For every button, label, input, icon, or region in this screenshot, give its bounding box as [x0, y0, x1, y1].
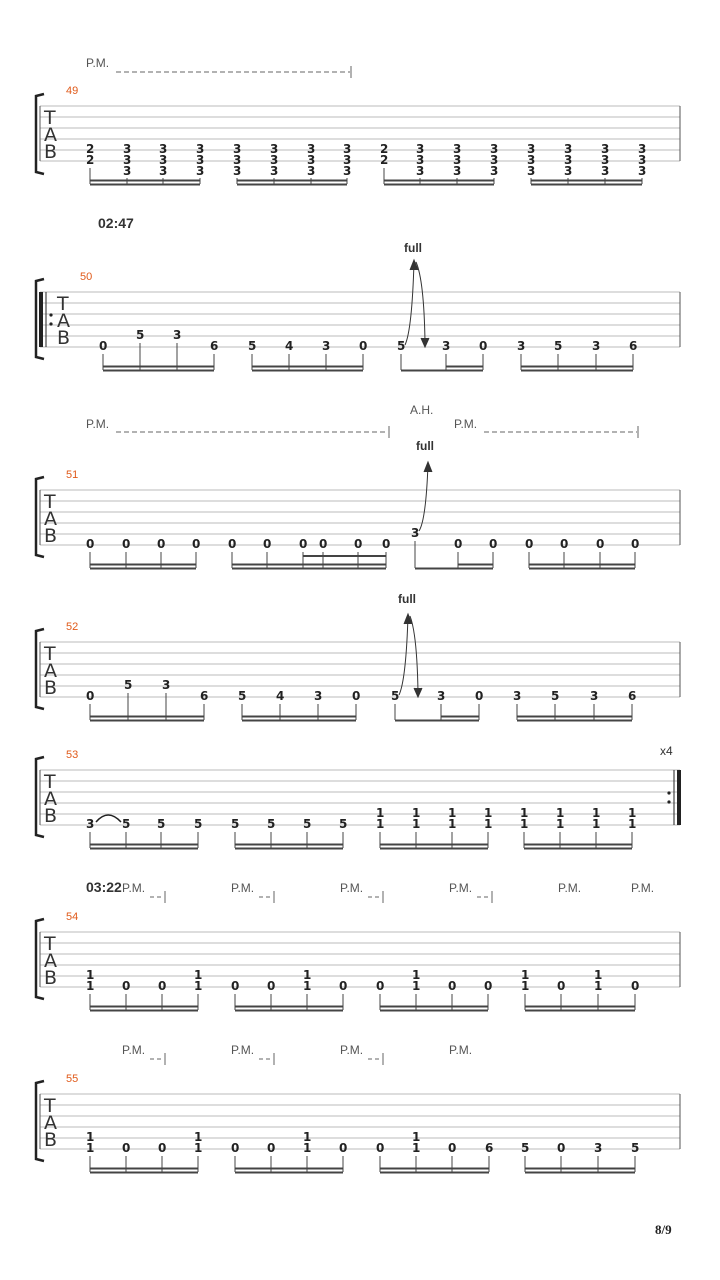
fret-number: 3 — [601, 153, 610, 167]
svg-text:0: 0 — [267, 979, 276, 993]
fret-number: 3 — [453, 153, 462, 167]
svg-text:3: 3 — [594, 1141, 603, 1155]
svg-text:0: 0 — [158, 1141, 167, 1155]
svg-text:0: 0 — [231, 1141, 240, 1155]
fret-number: 3 — [322, 339, 331, 353]
fret-number: 3 — [343, 142, 352, 156]
fret-number: 3 — [638, 164, 647, 178]
svg-text:0: 0 — [448, 979, 457, 993]
bend-label: full — [416, 439, 434, 453]
fret-number: 6 — [200, 689, 209, 703]
svg-text:1: 1 — [412, 968, 421, 982]
fret-number: 2 — [380, 142, 389, 156]
svg-text:0: 0 — [158, 979, 167, 993]
tab-clef-b: B — [44, 805, 58, 827]
fret-number: 3 — [162, 678, 171, 692]
fret-number: 1 — [448, 817, 457, 831]
fret-number: 0 — [228, 537, 237, 551]
fret-number: 3 — [270, 164, 279, 178]
fret-number: 1 — [592, 806, 601, 820]
fret-number: 3 — [343, 164, 352, 178]
svg-text:1: 1 — [412, 1141, 421, 1155]
fret-number: 1 — [628, 806, 637, 820]
svg-text:0: 0 — [448, 1141, 457, 1155]
tab-clef-b: B — [44, 677, 58, 699]
fret-number: 5 — [136, 328, 145, 342]
fret-number: 2 — [86, 153, 95, 167]
fret-number: 1 — [484, 806, 493, 820]
fret-number: 3 — [159, 164, 168, 178]
svg-text:0: 0 — [231, 979, 240, 993]
tab-clef-b: B — [44, 525, 58, 547]
fret-number: 3 — [411, 526, 420, 540]
svg-text:0: 0 — [122, 1141, 131, 1155]
fret-number: 3 — [601, 142, 610, 156]
tab-clef-t: T — [57, 293, 69, 315]
palm-mute-markers — [122, 881, 654, 903]
bend-label: full — [398, 592, 416, 606]
svg-text:1: 1 — [194, 979, 203, 993]
fret-number: 3 — [233, 142, 242, 156]
staff-lines — [40, 1094, 680, 1149]
fret-number: 1 — [520, 817, 529, 831]
fret-number: 0 — [631, 537, 640, 551]
time-marker: 03:22 — [86, 879, 122, 895]
fret-number: 0 — [263, 537, 272, 551]
measure-number: 54 — [66, 911, 79, 923]
fret-number: 0 — [319, 537, 328, 551]
fret-number: 4 — [285, 339, 294, 353]
svg-text:0: 0 — [376, 1141, 385, 1155]
fret-number: 5 — [391, 689, 400, 703]
fret-number: 5 — [238, 689, 247, 703]
svg-text:0: 0 — [339, 979, 348, 993]
fret-number: 3 — [601, 164, 610, 178]
notes-50 — [99, 328, 637, 353]
palm-mute-label: P.M. — [86, 417, 110, 431]
fret-number: 5 — [267, 817, 276, 831]
svg-text:P.M.: P.M. — [631, 881, 655, 895]
fret-number: 5 — [231, 817, 240, 831]
fret-number: 0 — [352, 689, 361, 703]
tab-clef-a: A — [44, 660, 57, 682]
fret-number: 3 — [196, 164, 205, 178]
fret-number: 3 — [416, 153, 425, 167]
beams-53 — [90, 832, 632, 849]
svg-text:1: 1 — [86, 968, 95, 982]
measure-number: 52 — [66, 621, 79, 633]
tab-clef-t: T — [44, 643, 56, 665]
svg-text:P.M.: P.M. — [122, 881, 146, 895]
fret-number: 3 — [517, 339, 526, 353]
fret-number: 1 — [376, 817, 385, 831]
svg-text:P.M.: P.M. — [231, 1043, 255, 1057]
fret-number: 5 — [122, 817, 131, 831]
measure-number: 53 — [66, 749, 79, 761]
fret-number: 3 — [416, 164, 425, 178]
fret-number: 5 — [554, 339, 563, 353]
fret-number: 3 — [527, 153, 536, 167]
fret-number: 3 — [123, 164, 132, 178]
fret-number: 3 — [196, 153, 205, 167]
time-marker: 02:47 — [98, 215, 134, 231]
measure-number: 51 — [66, 469, 79, 481]
svg-text:1: 1 — [194, 1130, 203, 1144]
tab-clef-a: A — [44, 788, 57, 810]
system-53 — [36, 744, 681, 849]
fret-number: 1 — [592, 817, 601, 831]
fret-number: 0 — [99, 339, 108, 353]
fret-number: 1 — [556, 817, 565, 831]
fret-number: 3 — [270, 153, 279, 167]
tab-clef-t: T — [44, 107, 56, 129]
tab-clef-a: A — [44, 124, 57, 146]
fret-number: 3 — [173, 328, 182, 342]
bend-label: full — [404, 241, 422, 255]
svg-text:5: 5 — [521, 1141, 530, 1155]
fret-number: 3 — [233, 153, 242, 167]
fret-number: 3 — [453, 164, 462, 178]
fret-number: 1 — [412, 817, 421, 831]
system-55 — [36, 1043, 680, 1173]
fret-number: 3 — [490, 142, 499, 156]
system-54 — [36, 879, 680, 1011]
fret-number: 3 — [564, 164, 573, 178]
fret-number: 3 — [527, 164, 536, 178]
fret-number: 3 — [343, 153, 352, 167]
svg-text:0: 0 — [557, 1141, 566, 1155]
fret-number: 0 — [359, 339, 368, 353]
measure-number: 49 — [66, 85, 79, 97]
notes-53 — [86, 806, 636, 831]
beams-49 — [90, 168, 642, 185]
fret-number: 0 — [479, 339, 488, 353]
fret-number: 0 — [454, 537, 463, 551]
svg-text:P.M.: P.M. — [558, 881, 582, 895]
fret-number: 1 — [376, 806, 385, 820]
svg-text:P.M.: P.M. — [449, 1043, 473, 1057]
fret-number: 3 — [513, 689, 522, 703]
system-49 — [36, 56, 680, 185]
fret-number: 4 — [276, 689, 285, 703]
fret-number: 5 — [551, 689, 560, 703]
notes-52 — [86, 678, 636, 703]
fret-number: 5 — [303, 817, 312, 831]
fret-number: 6 — [210, 339, 219, 353]
fret-number: 0 — [489, 537, 498, 551]
bend-arrow — [419, 462, 432, 531]
fret-number: 1 — [520, 806, 529, 820]
fret-number: 1 — [484, 817, 493, 831]
tab-clef-b: B — [44, 967, 58, 989]
tab-clef-b: B — [44, 1129, 58, 1151]
fret-number: 2 — [380, 153, 389, 167]
bend-arrow — [399, 614, 422, 697]
measure-number: 50 — [80, 271, 93, 283]
system-52 — [36, 592, 680, 721]
fret-number: 5 — [194, 817, 203, 831]
fret-number: 0 — [86, 537, 95, 551]
notes-55 — [86, 1130, 639, 1155]
svg-text:1: 1 — [594, 979, 603, 993]
fret-number: 5 — [248, 339, 257, 353]
fret-number: 6 — [629, 339, 638, 353]
tab-clef-b: B — [57, 327, 71, 349]
staff-lines — [40, 106, 680, 161]
svg-text:1: 1 — [412, 1130, 421, 1144]
fret-number: 3 — [123, 153, 132, 167]
fret-number: 3 — [564, 142, 573, 156]
svg-text:1: 1 — [194, 1141, 203, 1155]
svg-text:1: 1 — [86, 1141, 95, 1155]
fret-number: 0 — [354, 537, 363, 551]
svg-text:P.M.: P.M. — [340, 881, 364, 895]
svg-text:1: 1 — [303, 1130, 312, 1144]
fret-number: 3 — [590, 689, 599, 703]
svg-text:1: 1 — [521, 979, 530, 993]
fret-number: 0 — [192, 537, 201, 551]
repeat-end-sign — [667, 770, 681, 825]
fret-number: 3 — [314, 689, 323, 703]
svg-text:1: 1 — [521, 968, 530, 982]
fret-number: 3 — [86, 817, 95, 831]
fret-number: 3 — [307, 153, 316, 167]
fret-number: 0 — [299, 537, 308, 551]
tab-clef-t: T — [44, 1095, 56, 1117]
fret-number: 3 — [453, 142, 462, 156]
fret-number: 1 — [628, 817, 637, 831]
tab-clef-a: A — [57, 310, 70, 332]
page-number: 8/9 — [655, 1222, 672, 1237]
palm-mute-markers — [122, 1043, 472, 1065]
fret-number: 1 — [448, 806, 457, 820]
svg-text:0: 0 — [122, 979, 131, 993]
svg-text:1: 1 — [412, 979, 421, 993]
fret-number: 3 — [638, 153, 647, 167]
fret-number: 0 — [157, 537, 166, 551]
fret-number: 1 — [556, 806, 565, 820]
tab-clef-a: A — [44, 950, 57, 972]
svg-text:P.M.: P.M. — [340, 1043, 364, 1057]
system-50 — [36, 215, 680, 371]
svg-text:0: 0 — [339, 1141, 348, 1155]
fret-number: 0 — [86, 689, 95, 703]
svg-text:1: 1 — [303, 1141, 312, 1155]
fret-number: 3 — [270, 142, 279, 156]
tab-clef-a: A — [44, 1112, 57, 1134]
fret-number: 3 — [307, 164, 316, 178]
fret-number: 2 — [86, 142, 95, 156]
fret-number: 3 — [159, 142, 168, 156]
beams-55 — [90, 1156, 635, 1173]
fret-number: 3 — [490, 153, 499, 167]
fret-number: 3 — [592, 339, 601, 353]
svg-text:1: 1 — [86, 1130, 95, 1144]
staff-lines — [40, 770, 680, 825]
svg-text:0: 0 — [267, 1141, 276, 1155]
svg-text:P.M.: P.M. — [449, 881, 473, 895]
fret-number: 3 — [437, 689, 446, 703]
fret-number: 5 — [397, 339, 406, 353]
notes-51 — [86, 526, 639, 551]
svg-text:1: 1 — [303, 979, 312, 993]
fret-number: 0 — [525, 537, 534, 551]
svg-text:1: 1 — [194, 968, 203, 982]
harmonic-label: A.H. — [410, 403, 434, 417]
fret-number: 3 — [233, 164, 242, 178]
tab-clef-t: T — [44, 491, 56, 513]
fret-number: 3 — [307, 142, 316, 156]
fret-number: 3 — [490, 164, 499, 178]
fret-number: 6 — [628, 689, 637, 703]
hammer-on-slur — [96, 815, 121, 822]
svg-text:P.M.: P.M. — [231, 881, 255, 895]
measure-number: 55 — [66, 1073, 79, 1085]
repeat-count: x4 — [660, 744, 673, 758]
staff-lines — [40, 932, 680, 987]
fret-number: 3 — [159, 153, 168, 167]
fret-number: 0 — [560, 537, 569, 551]
fret-number: 5 — [157, 817, 166, 831]
svg-text:6: 6 — [485, 1141, 494, 1155]
fret-number: 3 — [196, 142, 205, 156]
tab-clef-a: A — [44, 508, 57, 530]
svg-text:5: 5 — [631, 1141, 640, 1155]
svg-text:1: 1 — [86, 979, 95, 993]
fret-number: 3 — [564, 153, 573, 167]
fret-number: 1 — [412, 806, 421, 820]
svg-text:P.M.: P.M. — [122, 1043, 146, 1057]
fret-number: 0 — [475, 689, 484, 703]
tab-clef-t: T — [44, 771, 56, 793]
fret-number: 5 — [339, 817, 348, 831]
fret-number: 5 — [124, 678, 133, 692]
palm-mute-label: P.M. — [86, 56, 110, 70]
beams-54 — [90, 994, 635, 1011]
notes-49 — [86, 142, 646, 178]
fret-number: 3 — [527, 142, 536, 156]
svg-text:1: 1 — [594, 968, 603, 982]
fret-number: 3 — [638, 142, 647, 156]
fret-number: 3 — [123, 142, 132, 156]
svg-text:1: 1 — [303, 968, 312, 982]
svg-text:0: 0 — [376, 979, 385, 993]
fret-number: 0 — [122, 537, 131, 551]
svg-text:0: 0 — [484, 979, 493, 993]
tab-clef-t: T — [44, 933, 56, 955]
repeat-start-sign — [39, 292, 53, 347]
fret-number: 0 — [382, 537, 391, 551]
fret-number: 0 — [596, 537, 605, 551]
fret-number: 3 — [416, 142, 425, 156]
system-51 — [36, 403, 680, 569]
notes-54 — [86, 968, 639, 993]
fret-number: 3 — [442, 339, 451, 353]
svg-text:0: 0 — [557, 979, 566, 993]
palm-mute-label: P.M. — [454, 417, 478, 431]
svg-text:0: 0 — [631, 979, 640, 993]
tab-clef-b: B — [44, 141, 58, 163]
